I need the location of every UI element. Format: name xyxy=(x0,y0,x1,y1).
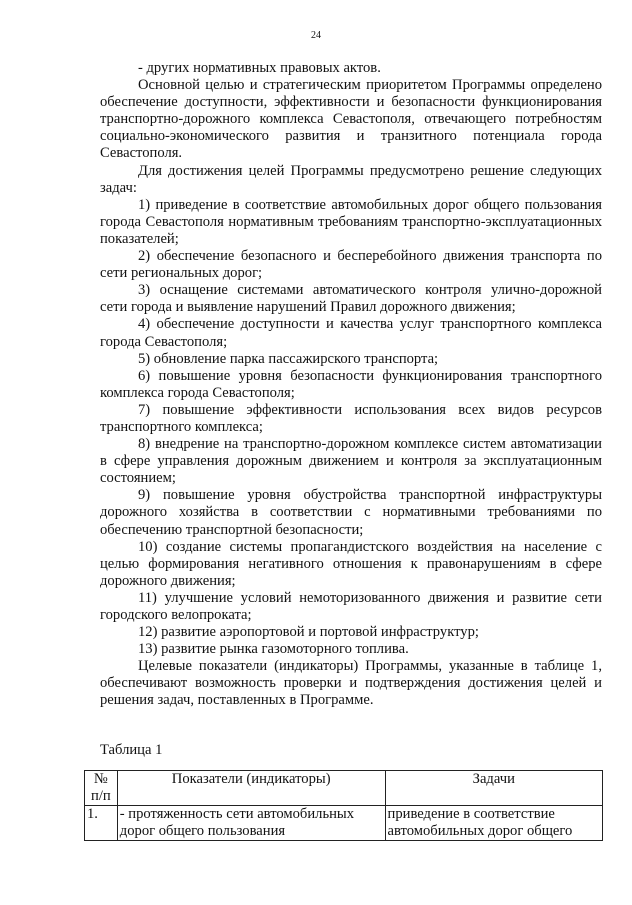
task-item: 2) обеспечение безопасного и бесперебойного движения транспорта по сети региональных дорог; xyxy=(100,248,602,282)
paragraph: - других нормативных правовых актов. xyxy=(138,60,381,76)
task-item: 3) оснащение системами автоматического контроля улично-дорожной сети города и выявление нарушений Правил дорожного движения; xyxy=(100,282,602,316)
task-item: 4) обеспечение доступности и качества услуг транспортного комплекса города Севастополя; xyxy=(100,316,602,350)
body-text xyxy=(100,60,602,710)
paragraph: Основной целью и стратегическим приоритетом Программы определено обеспечение доступности, эффективности и безопасности функционирования транспортно-дорожного комплекса Севастополя, отвечающего потребностям социально-экономического развития и транзитного потенциала города Севастополя. xyxy=(100,77,602,162)
table-header-row xyxy=(85,771,603,806)
header-indicators: Показатели (индикаторы) xyxy=(117,771,385,806)
paragraph: Целевые показатели (индикаторы) Программы, указанные в таблице 1, обеспечивают возможность проверки и подтверждения достижения целей и решения задач, поставленных в Программе. xyxy=(100,658,602,709)
task-item: 12) развитие аэропортовой и портовой инфраструктур; xyxy=(138,624,479,641)
paragraph: Для достижения целей Программы предусмотрено решение следующих задач: xyxy=(100,162,602,196)
task-item: 5) обновление парка пассажирского транспорта; xyxy=(138,350,439,367)
indicators-table xyxy=(84,770,603,841)
row-indicator: - протяженность сети автомобильных дорог общего пользования xyxy=(117,806,385,841)
task-item: 8) внедрение на транспортно-дорожном комплексе систем автоматизации в сфере управления дорожным движением и контроля за эксплуатационным состоянием; xyxy=(100,436,602,487)
task-item: 10) создание системы пропагандистского воздействия на население с целью формирования негативного отношения к правонарушениям в сфере дорожного движения; xyxy=(100,538,602,589)
task-item: 11) улучшение условий немоторизованного движения и развитие сети городского велопроката; xyxy=(100,589,602,623)
row-task: приведение в соответствие автомобильных дорог общего xyxy=(385,806,602,841)
task-item: 6) повышение уровня безопасности функционирования транспортного комплекса города Севастополя; xyxy=(100,367,602,401)
table-caption: Таблица 1 xyxy=(100,742,163,758)
task-item: 13) развитие рынка газомоторного топлива. xyxy=(138,641,409,658)
task-item: 7) повышение эффективности использования всех видов ресурсов транспортного комплекса; xyxy=(100,401,602,435)
task-item: 9) повышение уровня обустройства транспортной инфраструктуры дорожного хозяйства в соответствии с нормативными требованиями по обеспечению транспортной безопасности; xyxy=(100,487,602,538)
table-row xyxy=(85,806,603,841)
page-number: 24 xyxy=(311,30,321,41)
header-tasks: Задачи xyxy=(385,771,602,806)
row-num: 1. xyxy=(85,806,118,841)
task-item: 1) приведение в соответствие автомобильных дорог общего пользования города Севастополя нормативным требованиям транспортно-эксплуатационных показателей; xyxy=(100,196,602,247)
header-num: № п/п xyxy=(85,771,118,806)
